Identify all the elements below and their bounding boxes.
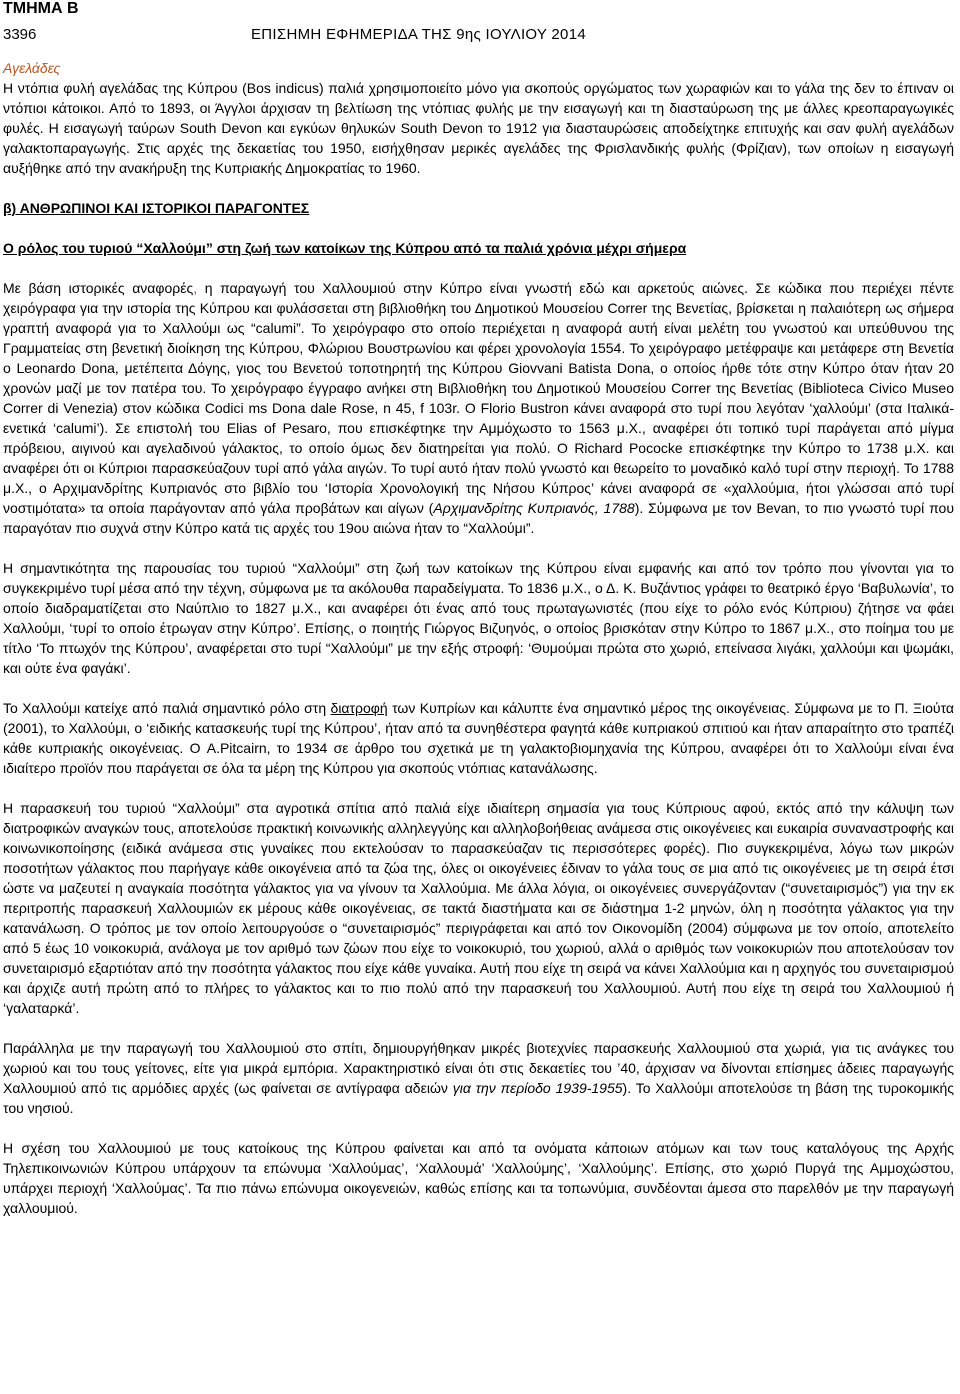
gazette-title: ΕΠΙΣΗΜΗ ΕΦΗΜΕΡΙΔΑ ΤΗΣ 9ης ΙΟΥΛΙΟΥ 2014 <box>251 26 586 43</box>
history-body: η παραγωγή του Χαλλουμιού στην Κύπρο είναι γνωστή εδώ και αρκετούς αιώνες. Σε κώδικα που περιέχει πέντε χειρόγραφα για την ιστορία της Κύπρου και φυλάσσεται στη βιβλιοθήκη του Δημοτικού Μουσείου Correr της Βενετίας, βρίσκεται η παλαιότερη ως σήμερα γραπτή αναφορά για το Χαλλούμι ως “calumi”. Το χειρόγραφο στο οποίο περιέχεται η αναφορά αυτή είναι μελέτη του γνωστού και υπεύθυνου της Γραμματείας στη βενετική διοίκηση της Κύπρου, Φλώριου Βουστρωνίου και φέρει χρονολογία 1554. Το χειρόγραφο μετέφραψε και μετάφερε στη Βενετία ο Leonardo Dona, μετέπειτα Δόγης, γιος του Βενετού τοποτηρητή της Κύπρου Giovvani Batista Dona, ο οποίος ήρθε τότε στην Κύπρο όταν ήταν 20 χρονών μαζί με τον πατέρα του. Το χειρόγραφο έγγραφο ανήκει στη Βιβλιοθήκη του Δημοτικού Μουσείου Correr της Βενετίας (Biblioteca Civico Museo Correr di Venezia) στον κώδικα Codici ms Dona dale Rose, n 45, f 103r. Ο Florio Bustron κάνει αναφορά στο τυρί που λεγόταν ‘χαλλούμι’ (στα Ιταλικά-ενετικά ‘calumi’). Σε επιστολή του Elias of Pesaro, που επισκέφτηκε την Αμμόχωστο το 1563 μ.Χ., αναφέρει ότι τοπικό τυρί παράγεται από μίγμα πρόβειου, αιγινού και αγελαδινού γάλακτος, το οποίο όμως δεν διατηρείται για πολύ. Ο Richard Pococke επισκέφτηκε την Κύπρο το 1738 μ.Χ. και αναφέρει ότι οι Κύπριοι παρασκεύαζουν τυρί από γάλα αιγών. Το τυρί αυτό ήταν πολύ γνωστό και θεωρείτο το μοναδικό καλό τυρί στην περιοχή. Το 1788 μ.Χ., ο Αρχιμανδρίτης Κυπριανός στο βιβλίο του ‘Ιστορία Χρονολογική της Νήσου Κύπρος’ κάνει αναφορά σε «χαλλούμια, ήτοι γλώσσαι από τυρί νοστιμότατα» τα οποία παράγονταν από γάλα προβάτων και αίγων ( <box>3 280 954 516</box>
cattle-paragraph: Η ντόπια φυλή αγελάδας της Κύπρου (Bos indicus) παλιά χρησιμοποιείτο μόνο για σκοπούς οργώματος των χωραφιών και το γάλα της δεν το έπιναν οι ντόπιοι κάτοικοι. Από το 1893, οι Άγγλοι άρχισαν τη βελτίωση της ντόπιας φυλής με την εισαγωγή και τη διασταύρωση της με άλλες κρεοπαραγωγικές φυλές. Η εισαγωγή ταύρων South Devon και εγκύων θηλυκών South Devon το 1912 για διασταυρώσεις αποδείχτηκε επιτυχής και σαν φυλή αγελάδων γαλακτοπαραγωγής. Στις αρχές της δεκαετίας του 1950, εισήχθησαν μερικές αγελάδες της Φρισλανδικής φυλής (Φρίζιαν), των οποίων η εισαγωγή αυξήθηκε από την ανακήρυξη της Κυπριακής Δημοκρατίας το 1960. <box>3 80 954 176</box>
paragraph-history <box>3 278 954 538</box>
history-red-comma: , <box>193 280 198 296</box>
section-beta-title: β) ΑΝΘΡΩΠΙΝΟΙ ΚΑΙ ΙΣΤΟΡΙΚΟΙ ΠΑΡΑΓΟΝΤΕΣ <box>3 200 310 216</box>
paragraph-cooperative: Η παρασκευή του τυριού “Χαλλούμι” στα αγροτικά σπίτια από παλιά είχε ιδιαίτερη σημασία για τους Κύπριους αφού, εκτός από την κάλυψη των διατροφικών αναγκών τους, αποτελούσε πρακτική κοινωνικής αλληλεγγύης και αλληλοβοήθειας ανάμεσα στις οικογένειες και ευκαιρία συναναστροφής και κοινωνικοποίησης (ειδικά ανάμεσα στις γυναίκες που εκτελούσαν το παρασκεύαζαν τις περισσότερες φορές). Πιο συγκεκριμένα, λόγω των μικρών ποσοτήτων γάλακτος που παρήγαγε κάθε οικογένεια από τα ζώα της, όλες οι οικογένειες έδιναν το γάλα τους σε μια από τις οικογένειες με τη σειρά έτσι ώστε να μαζευτεί η αναγκαία ποσότητα γάλακτος για να γίνουν τα Χαλλούμια. Με άλλα λόγια, οι οικογένειες συνεργάζονταν (“συνεταιρισμός”) για την εκ περιτροπής παρασκευή Χαλλουμιών εκ μέρους κάθε οικογένειας, σε τακτά διαστήματα και σε διάστημα 1-2 μηνών, όλη η ποσότητα γάλακτος για την κατανάλωση. Ο τρόπος με τον οποίο λειτουργούσε ο “συνεταιρισμός” περιγράφεται και από τον Οικονομίδη (2004) σύμφωνα με τον οποίο, αποτελείτο από 5 έως 10 νοικοκυριά, ανάλογα με τον αριθμό των ζώων που είχε το νοικοκυριό, του χωριού, αλλά ο αριθμός των νοικοκυριών που αποτελούσαν τον συνεταιρισμό εξαρτιόταν από την ποσότητα γάλακτος που είχε κάθε γυναίκα. Αυτή που είχε τη σειρά να κάνει Χαλλούμια και η αρχηγός του συνεταιρισμού και άρχιζε αυτή πρώτη από το πλήρες το γάλακτος και το πιο πολύ από την παρασκευή του Χαλλουμιού. Αυτή που είχε τη σειρά του Χαλλουμιού ή ‘γαλαταρκά’. <box>3 800 954 1016</box>
cattle-heading: Αγελάδες <box>3 60 61 76</box>
paragraph-art: Η σημαντικότητα της παρουσίας του τυριού “Χαλλούμι” στη ζωή των κατοίκων της Κύπρου είναι εμφανής και από τον τρόπο που γίνονται για το συγκεκριμένο τυρί μέσα από την τέχνη, σύμφωνα με τα ακόλουθα παραδείγματα. Το 1836 μ.Χ., ο Δ. Κ. Βυζάντιος γράφει το θεατρικό έργο ‘Βαβυλωνία’, το οποίο διαδραματίζεται στο Ναύπλιο το 1827 μ.Χ., και αναφέρει ότι ένας από τους πρωταγωνιστές (που είχε το ρόλο ενός Κύπριου) ζήτησε να φάει Χαλλούμι, ‘τυρί το οποίο έτρωγαν στην Κύπρο’. Επίσης, ο ποιητής Γιώργος Βιζυηνός, ο οποίος βρισκόταν στην Κύπρο το 1867 μ.Χ., στο ποίημα του με τίτλο ‘Το πτωχόν της Κύπρου’, αναφέρεται στο τυρί “Χαλλούμι” με την εξής στροφή: ‘Θυμούμαι πρώτα στο χωριό, επείνασα λιγάκι, χαλλούμι και ψωμάκι, και ούτε ένα φαγάκι’. <box>3 560 954 676</box>
paragraph-surnames: Η σχέση του Χαλλουμιού με τους κατοίκους της Κύπρου φαίνεται και από τα ονόματα κάποιων ατόμων και των τους καταλόγους της Αρχής Τηλεπικοινωνιών Κύπρου υπάρχουν τα επώνυμα ‘Χαλλούμας’, ‘Χαλλουμά’ ‘Χαλλούμης’, ‘Χαλλούμης’. Επίσης, στο χωριό Πυργά της Αμμοχώστου, υπάρχει περιοχή ‘Χαλλούμας’. Τα πιο πάνω επώνυμα οικογενειών, καθώς επίσης και τα τοπωνύμια, συνδέονται άμεσα στο παρελθόν με την παραγωγή χαλλουμιού. <box>3 1140 954 1216</box>
paragraph-workshops <box>3 1038 954 1118</box>
diet-underlined-word: διατροφή <box>330 700 388 716</box>
history-tail: ). Σύμφωνα με τον Bevan, το πιο γνωστό τυρί που παραγόταν πιο συχνά στην Κύπρο κατά τις αρχές του 19ου αιώνα ήταν το “Χαλλούμι”. <box>3 500 954 536</box>
workshops-lead: Παράλληλα με την παραγωγή του Χαλλουμιού στο σπίτι, δημιουργήθηκαν μικρές βιοτεχνίες παρασκευής Χαλλουμιού στα χωριά, για τις ανάγκες του χωριού και του τους γείτονες, είτε για μικρά εμπόρια. Χαρακτηριστικό είναι ότι στις δεκαετίες του ’40, άρχισαν να δίνονται επίσημες άδειες παραγωγής Χαλλουμιού από τις αρμόδιες αρχές (ως φαίνεται σε αντίγραφα αδειών <box>3 1040 954 1096</box>
section-beta-subtitle: Ο ρόλος του τυριού “Χαλλούμι” στη ζωή των κατοίκων της Κύπρου από τα παλιά χρόνια μέχρι σήμερα <box>3 240 687 256</box>
diet-lead: Το Χαλλούμι κατείχε από παλιά σημαντικό ρόλο στη <box>3 700 331 716</box>
page-number: 3396 <box>3 26 37 43</box>
diet-body: των Κυπρίων και κάλυπτε ένα σημαντικό μέρος της οικογένειας. Σύμφωνα με το Π. Ξιούτα (2001), το Χαλλούμι, ο ‘ειδικής κατασκευής τυρί της Κύπρου’, ήταν από τα συνηθέστερα φαγητά κάθε κυπριακού σπιτιού και ήταν απαραίτητο στο τραπέζι κάθε κυπριακής οικογένειας. Ο A.Pitcairn, το 1934 σε άρθρο του σχετικά με τη γαλακτοβιομηχανία της Κύπρου, αναφέρει ότι το Χαλλούμι είναι ένα ιδιαίτερο προϊόν που παράγεται σε όλα τα μέρη της Κύπρου για σκοπούς ντόπιας κατανάλωσης. <box>3 700 955 776</box>
paragraph-diet <box>3 698 954 778</box>
history-lead: Με βάση ιστορικές αναφορές <box>3 280 194 296</box>
workshops-period: για την περίοδο 1939-1955 <box>452 1080 623 1096</box>
workshops-tail: ). Το Χαλλούμι αποτελούσε τη βάση της τυροκομικής του νησιού. <box>3 1080 954 1116</box>
department-label: ΤΜΗΜΑ Β <box>3 0 79 17</box>
history-citation: Αρχιμανδρίτης Κυπριανός, 1788 <box>433 500 635 516</box>
running-header <box>3 26 954 44</box>
